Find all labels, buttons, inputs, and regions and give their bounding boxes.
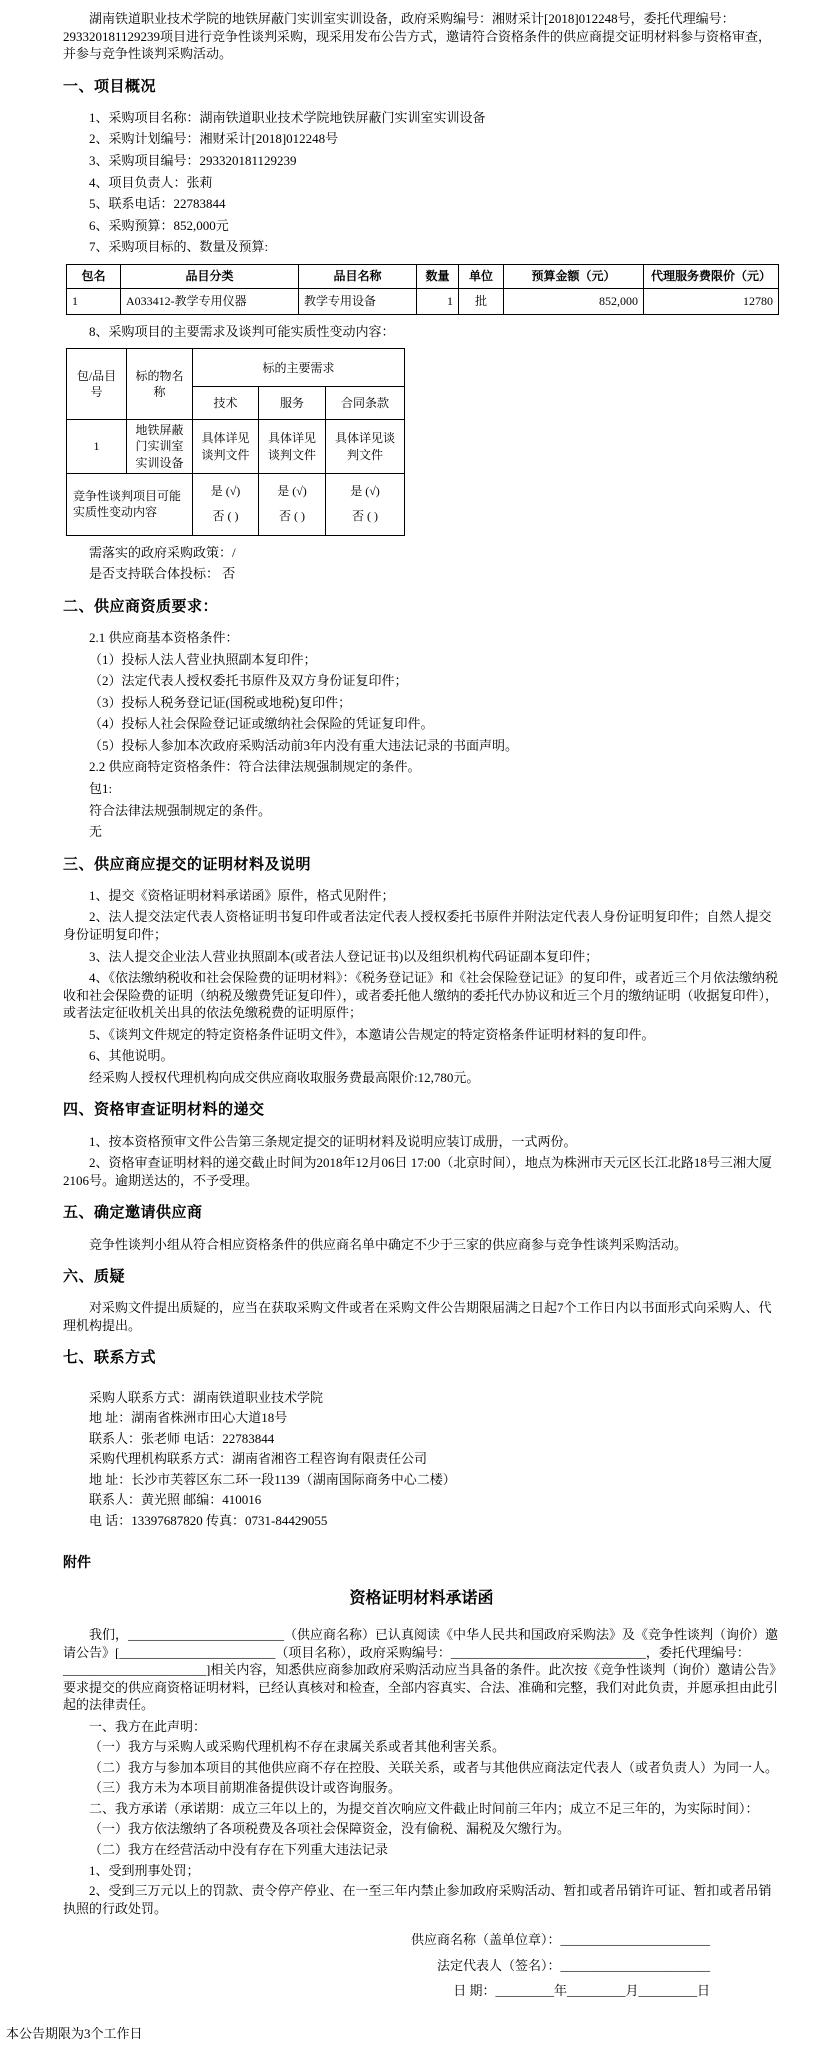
signature-supplier-line: 供应商名称（盖单位章）：_______________________ (410, 1932, 710, 1948)
materials-item: 2、法人提交法定代表人资格证明书复印件或者法定代表人授权委托书原件并附法定代表人身份证明复印件；自然人提交身份证明复印件； (63, 909, 772, 942)
contact-purchaser-address: 地 址：湖南省株洲市田心大道18号 (89, 1410, 288, 1426)
section-title-invitation: 五、确定邀请供应商 (63, 1205, 203, 1222)
qualification-none: 无 (89, 824, 103, 840)
requirements-data-row (67, 420, 405, 474)
req-cell-subject: 地铁屏蔽门实训室实训设备 (127, 420, 193, 474)
materials-service-fee: 经采购人授权代理机构向成交供应商收取服务费最高限价:12,780元。 (89, 1069, 480, 1085)
intro-paragraph: 湖南铁道职业技术学院的地铁屏蔽门实训室实训设备，政府采购编号：湘财采计[2018]012248号，委托代理编号：293320181129239项目进行竞争性谈判采购，现采用发布公告方式，邀请符合资格条件的供应商提交证明材料参与资格审查，并参与竞争性谈判采购活动。 (63, 11, 772, 62)
qualification-package-condition: 符合法律法规强制规定的条件。 (89, 802, 272, 818)
contact-agency-phone: 电 话：13397687820 传真：0731-84429055 (89, 1512, 328, 1528)
no-unchecked: 否 ( ) (352, 509, 378, 524)
contact-purchaser-person: 联系人：张老师 电话：22783844 (89, 1430, 275, 1446)
qualification-item: （2）法定代表人授权委托书原件及双方身份证复印件； (89, 673, 408, 689)
overview-item-requirements: 8、采购项目的主要需求及谈判可能实质性变动内容： (89, 323, 395, 339)
requirements-change-row (67, 473, 405, 535)
req-cell-contract: 具体详见谈判文件 (326, 420, 405, 474)
invitation-body: 竞争性谈判小组从符合相应资格条件的供应商名单中确定不少于三家的供应商参与竞争性谈判采购活动。 (89, 1236, 688, 1252)
budget-cell-amount: 852,000 (504, 288, 644, 314)
overview-item-plan-no: 2、采购计划编号：湘财采计[2018]012248号 (89, 131, 339, 147)
yes-checked: 是 (√) (350, 484, 380, 499)
budget-th-unit: 单位 (459, 264, 504, 288)
req-cell-package: 1 (67, 420, 127, 474)
submission-item: 2、资格审查证明材料的递交截止时间为2018年12月06日 17:00（北京时间），地点为株洲市天元区长江北路18号三湘大厦2106号。逾期送达的，不予受理。 (63, 1155, 772, 1188)
materials-item: 5、《谈判文件规定的特定资格条件证明文件》，本邀请公告规定的特定资格条件证明材料的复印件。 (89, 1026, 655, 1042)
req-cell-tech: 具体详见谈判文件 (193, 420, 259, 474)
challenge-body: 对采购文件提出质疑的，应当在获取采购文件或者在采购文件公告期限届满之日起7个工作日内以书面形式向采购人、代理机构提出。 (63, 1300, 772, 1333)
materials-item: 3、法人提交企业法人营业执照副本(或者法人登记证书)以及组织机构代码证副本复印件； (89, 948, 599, 964)
contact-agency-person: 联系人：黄光照 邮编：410016 (89, 1492, 262, 1508)
declaration-item: 一、我方在此声明： (89, 1718, 207, 1734)
qualification-item: （3）投标人税务登记证(国税或地税)复印件； (89, 694, 352, 710)
submission-item: 1、按本资格预审文件公告第三条规定提交的证明材料及说明应装订成册，一式两份。 (89, 1133, 577, 1149)
materials-item: 1、提交《资格证明材料承诺函》原件，格式见附件； (89, 887, 395, 903)
budget-cell-agency-fee: 12780 (644, 288, 779, 314)
joint-bid-line: 是否支持联合体投标： 否 (89, 566, 236, 582)
declaration-block (63, 1718, 780, 1917)
signature-block (63, 1931, 780, 2000)
req-th-contract: 合同条款 (326, 387, 405, 420)
budget-th-agency-fee: 代理服务费限价（元） (644, 264, 779, 288)
contact-block (63, 1389, 780, 1530)
budget-table-row (67, 288, 779, 314)
requirements-table (66, 348, 405, 536)
section-title-overview: 一、项目概况 (63, 78, 157, 95)
req-th-package: 包/品目号 (67, 349, 127, 420)
budget-th-category: 品目分类 (121, 264, 299, 288)
declaration-item: （三）我方未为本项目前期准备提供设计或咨询服务。 (89, 1780, 402, 1796)
budget-th-qty: 数量 (417, 264, 459, 288)
attachment-paragraph: 我们，________________________（供应商名称）已认真阅读《中华人民共和国政府采购法》及《竞争性谈判（询价）邀请公告》[________________________（项目名称），政府采购编号：______________________________，委托代理编号：______________________]相关内容，知悉供应商参加政府采购活动应当具备的条件。此次按《竞争性谈判（询价）邀请公告》要求提交的供应商资格证明材料，已经认真核对和检查，全部内容真实、合法、准确和完整，我们对此负责，并愿承担由此引起的法律责任。 (63, 1626, 779, 1713)
attachment-title: 资格证明材料承诺函 (349, 1590, 494, 1608)
declaration-item: 1、受到刑事处罚； (89, 1862, 200, 1878)
policy-line: 需落实的政府采购政策：/ (89, 544, 236, 560)
announcement-period-note: 本公告期限为3个工作日 (6, 2026, 143, 2042)
overview-item-targets: 7、采购项目标的、数量及预算: (89, 239, 269, 255)
attachment-label: 附件 (63, 1556, 91, 1572)
qualification-item: （4）投标人社会保险登记证或缴纳社会保险的凭证复印件。 (89, 716, 434, 732)
req-change-label: 竞争性谈判项目可能实质性变动内容 (67, 473, 193, 535)
declaration-item: （一）我方依法缴纳了各项税费及各项社会保障资金，没有偷税、漏税及欠缴行为。 (89, 1821, 571, 1837)
declaration-item: 二、我方承诺（承诺期：成立三年以上的，为提交首次响应文件截止时间前三年内；成立不足三年的，为实际时间）： (89, 1800, 759, 1816)
overview-item-leader: 4、项目负责人：张莉 (89, 174, 213, 190)
req-th-service: 服务 (259, 387, 326, 420)
budget-th-item-name: 品目名称 (299, 264, 417, 288)
materials-item: 6、其他说明。 (89, 1048, 174, 1064)
qualification-item: （5）投标人参加本次政府采购活动前3年内没有重大违法记录的书面声明。 (89, 737, 519, 753)
requirements-header-row-1 (67, 349, 405, 387)
req-th-tech: 技术 (193, 387, 259, 420)
no-unchecked: 否 ( ) (279, 509, 305, 524)
budget-cell-package: 1 (67, 288, 121, 314)
overview-item-name: 1、采购项目名称：湖南铁道职业技术学院地铁屏蔽门实训室实训设备 (89, 109, 486, 125)
contact-agency: 采购代理机构联系方式：湖南省湘咨工程咨询有限责任公司 (89, 1451, 428, 1467)
req-th-main-demand: 标的主要需求 (193, 349, 405, 387)
declaration-item: （二）我方在经营活动中没有存在下列重大违法记录 (89, 1841, 389, 1857)
signature-legal-rep-line: 法定代表人（签名）：_______________________ (436, 1957, 710, 1973)
budget-cell-category: A033412-教学专用仪器 (121, 288, 299, 314)
overview-item-budget: 6、采购预算：852,000元 (89, 217, 229, 233)
budget-cell-qty: 1 (417, 288, 459, 314)
section-title-qualification: 二、供应商资质要求： (63, 598, 219, 615)
declaration-item: 2、受到三万元以上的罚款、责令停产停业、在一至三年内禁止参加政府采购活动、暂扣或者吊销许可证、暂扣或者吊销执照的行政处罚。 (63, 1883, 772, 1916)
req-change-service (259, 473, 326, 535)
qualification-item: 2.1 供应商基本资格条件： (89, 630, 239, 646)
req-cell-service: 具体详见谈判文件 (259, 420, 326, 474)
signature-date-line: 日 期：_________年_________月_________日 (453, 1983, 710, 1999)
budget-cell-unit: 批 (459, 288, 504, 314)
contact-agency-address: 地 址：长沙市芙蓉区东二环一段1139（湖南国际商务中心二楼） (89, 1471, 456, 1487)
declaration-item: （一）我方与采购人或采购代理机构不存在隶属关系或者其他利害关系。 (89, 1739, 506, 1755)
req-change-tech (193, 473, 259, 535)
req-change-contract (326, 473, 405, 535)
contact-purchaser: 采购人联系方式：湖南铁道职业技术学院 (89, 1389, 324, 1405)
budget-th-package: 包名 (67, 264, 121, 288)
budget-th-amount: 预算金额（元） (504, 264, 644, 288)
budget-cell-item-name: 教学专用设备 (299, 288, 417, 314)
section-title-materials: 三、供应商应提交的证明材料及说明 (63, 856, 312, 873)
budget-table-header-row (67, 264, 779, 288)
no-unchecked: 否 ( ) (212, 509, 239, 524)
yes-checked: 是 (√) (277, 484, 307, 499)
materials-item: 4、《依法缴纳税收和社会保险费的证明材料》：《税务登记证》和《社会保险登记证》的复印件，或者近三个月依法缴纳税收和社会保险费的证明（纳税及缴费凭证复印件），或者委托他人缴纳的委托代办协议和近三个月的缴纳证明（收据复印件），或者法定征收机关出具的依法免缴税费的证明原件； (63, 970, 779, 1021)
qualification-item: 2.2 供应商特定资格条件：符合法律法规强制规定的条件。 (89, 759, 421, 775)
section-title-contact: 七、联系方式 (63, 1350, 157, 1367)
qualification-package-label: 包1: (89, 781, 113, 796)
overview-item-project-no: 3、采购项目编号：293320181129239 (89, 152, 297, 168)
yes-checked: 是 (√) (210, 484, 241, 499)
req-th-subject: 标的物名称 (127, 349, 193, 420)
qualification-item: （1）投标人法人营业执照副本复印件； (89, 651, 317, 667)
section-title-challenge: 六、质疑 (63, 1269, 126, 1286)
section-title-submission: 四、资格审查证明材料的递交 (63, 1102, 265, 1119)
overview-item-phone: 5、联系电话：22783844 (89, 196, 226, 212)
budget-table (66, 264, 779, 315)
declaration-item: （二）我方与参加本项目的其他供应商不存在控股、关联关系，或者与其他供应商法定代表人（或者负责人）为同一人。 (89, 1759, 779, 1775)
